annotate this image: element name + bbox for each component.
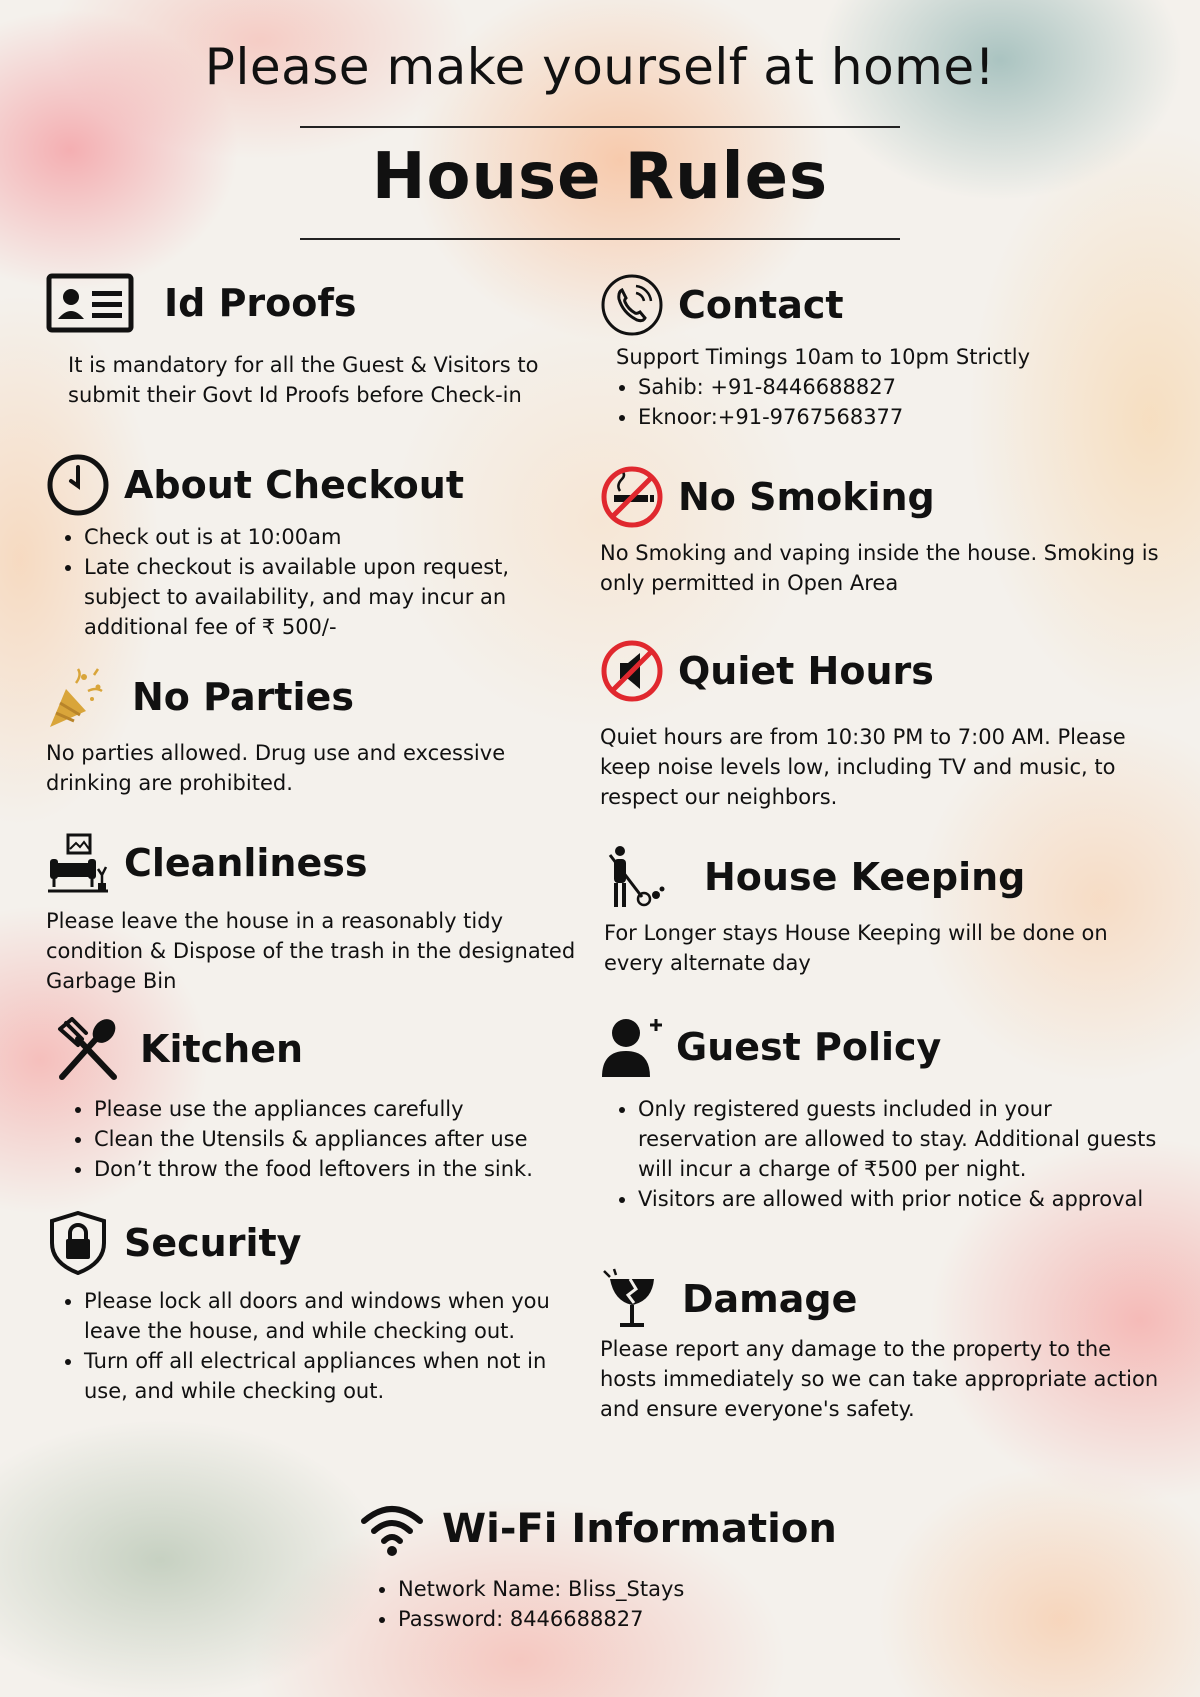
welcome-subtitle: Please make yourself at home! xyxy=(204,38,996,96)
section-checkout xyxy=(46,452,586,642)
broken-glass-icon xyxy=(600,1267,664,1331)
page-title: House Rules xyxy=(371,140,829,214)
list-item: • Late checkout is available upon request, subject to availability, and may incur an additional fee of ₹ 500/- xyxy=(84,552,586,642)
top-divider xyxy=(300,126,900,128)
section-title: Kitchen xyxy=(140,1027,304,1071)
list-item: • Don’t throw the food leftovers in the sink. xyxy=(94,1154,596,1184)
fork-spoon-icon xyxy=(56,1017,120,1081)
support-timings: Support Timings 10am to 10pm Strictly xyxy=(616,345,1030,369)
phone-icon xyxy=(600,273,664,337)
section-id-proofs xyxy=(46,270,586,410)
list-item: • Turn off all electrical appliances when not in use, and while checking out. xyxy=(84,1346,586,1406)
list-item: • Sahib: +91-8446688827 xyxy=(638,372,1160,402)
section-text: No parties allowed. Drug use and excessive drinking are prohibited. xyxy=(46,741,506,795)
section-title: Security xyxy=(124,1221,302,1265)
section-house-keeping xyxy=(604,844,1160,978)
section-title: House Keeping xyxy=(704,855,1026,899)
section-title: Contact xyxy=(678,283,844,327)
section-text: No Smoking and vaping inside the house. Smoking is only permitted in Open Area xyxy=(600,541,1159,595)
section-title: Damage xyxy=(682,1277,858,1321)
wifi-icon xyxy=(360,1497,424,1561)
mute-speaker-icon xyxy=(600,639,664,703)
section-text: Please report any damage to the property to the hosts immediately so we can take appropriate action and ensure everyone's safety. xyxy=(600,1337,1159,1421)
section-cleanliness xyxy=(46,830,586,996)
list-item: • Please lock all doors and windows when you leave the house, and while checking out. xyxy=(84,1286,586,1346)
section-contact xyxy=(600,272,1160,432)
list-item: • Password: 8446688827 xyxy=(398,1604,920,1634)
section-no-smoking xyxy=(600,464,1160,598)
section-guest-policy xyxy=(600,1014,1160,1214)
section-text: It is mandatory for all the Guest & Visitors to submit their Govt Id Proofs before Check-in xyxy=(68,353,539,407)
section-title: Cleanliness xyxy=(124,841,368,885)
list-item: • Eknoor:+91-9767568377 xyxy=(638,402,1160,432)
list-item: • Check out is at 10:00am xyxy=(84,522,586,552)
list-item: • Please use the appliances carefully xyxy=(94,1094,596,1124)
section-wifi xyxy=(360,1496,920,1634)
section-damage xyxy=(600,1266,1160,1424)
party-popper-icon xyxy=(46,665,110,729)
section-no-parties xyxy=(46,664,586,798)
section-title: Wi-Fi Information xyxy=(442,1506,837,1552)
living-room-icon xyxy=(46,831,110,895)
section-text: Quiet hours are from 10:30 PM to 7:00 AM. Please keep noise levels low, including TV and music, to respect our neighbors. xyxy=(600,725,1126,809)
add-user-icon xyxy=(600,1015,664,1079)
clock-icon xyxy=(46,453,110,517)
shield-lock-icon xyxy=(46,1211,110,1275)
no-smoking-icon xyxy=(600,465,664,529)
section-kitchen xyxy=(56,1016,596,1184)
id-card-icon xyxy=(46,273,134,333)
section-title: Quiet Hours xyxy=(678,649,934,693)
section-title: Guest Policy xyxy=(676,1025,942,1069)
section-text: Please leave the house in a reasonably tidy condition & Dispose of the trash in the designated Garbage Bin xyxy=(46,909,576,993)
cleaner-icon xyxy=(604,845,668,909)
section-title: No Smoking xyxy=(678,475,935,519)
section-title: No Parties xyxy=(132,675,354,719)
section-title: About Checkout xyxy=(124,463,464,507)
bottom-divider xyxy=(300,238,900,240)
list-item: • Visitors are allowed with prior notice & approval xyxy=(638,1184,1160,1214)
section-text: For Longer stays House Keeping will be done on every alternate day xyxy=(604,921,1108,975)
section-title: Id Proofs xyxy=(164,281,357,325)
list-item: • Clean the Utensils & appliances after use xyxy=(94,1124,596,1154)
list-item: • Only registered guests included in your reservation are allowed to stay. Additional guests will incur a charge of ₹500 per night. xyxy=(638,1094,1160,1184)
section-security xyxy=(46,1210,586,1406)
list-item: • Network Name: Bliss_Stays xyxy=(398,1574,920,1604)
section-quiet-hours xyxy=(600,638,1160,812)
